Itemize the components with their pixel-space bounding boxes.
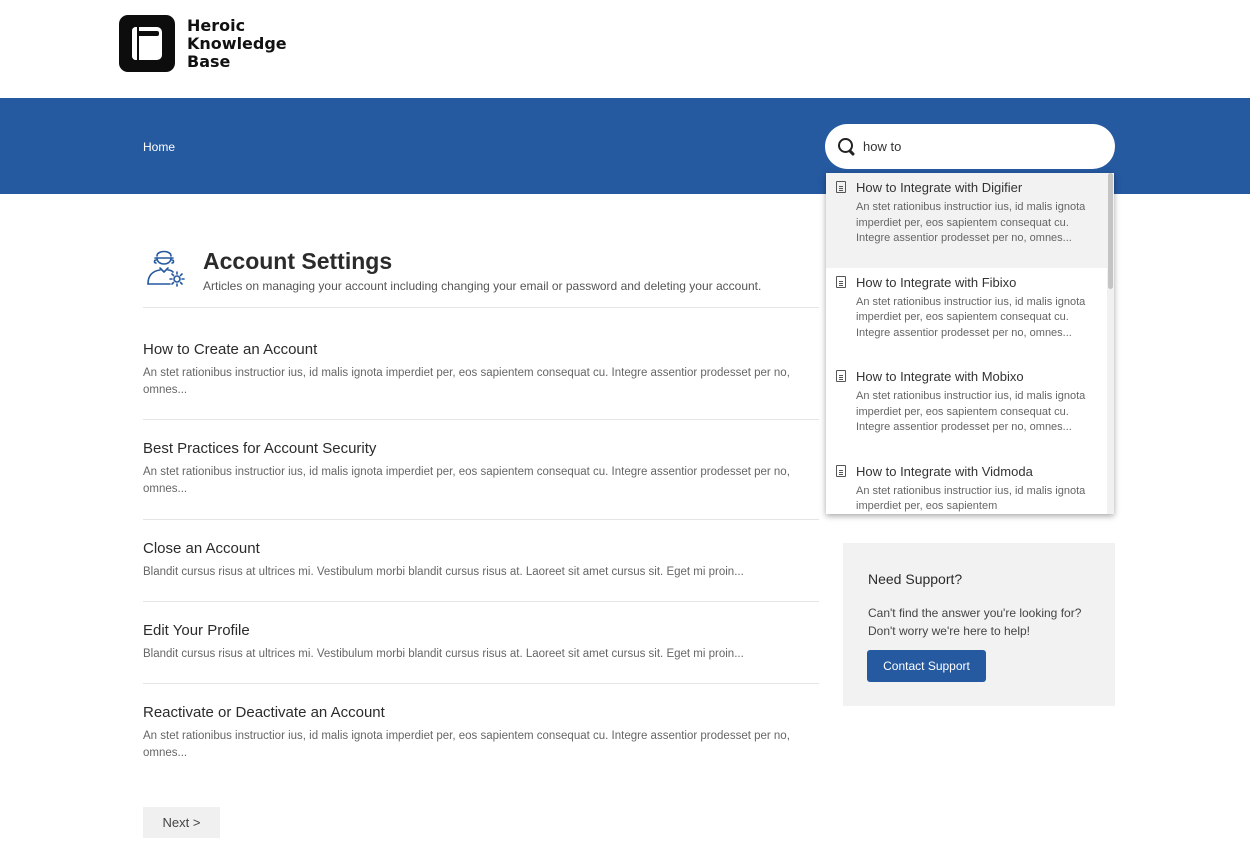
site-name <box>187 17 287 71</box>
search-result-excerpt: An stet rationibus instructior ius, id malis ignota imperdiet per, eos sapientem <box>856 484 1086 512</box>
article-excerpt: An stet rationibus instructior ius, id malis ignota imperdiet per, eos sapientem consequat cu. Integre assentior prodesset per no, omnes... <box>143 466 790 495</box>
site-logo[interactable] <box>119 15 287 72</box>
search-input[interactable] <box>863 139 1093 154</box>
support-text: Can't find the answer you're looking for? Don't worry we're here to help! <box>868 606 1082 638</box>
dropdown-scrollbar-thumb[interactable] <box>1108 173 1113 289</box>
support-title: Need Support? <box>868 571 963 587</box>
contact-support-button[interactable]: Contact Support <box>867 650 986 682</box>
document-icon <box>836 465 846 477</box>
search-result[interactable] <box>826 268 1114 363</box>
next-page-button[interactable]: Next > <box>143 807 220 838</box>
article-title-link[interactable]: Reactivate or Deactivate an Account <box>143 704 385 721</box>
article-item <box>143 704 819 762</box>
search-result-excerpt: An stet rationibus instructior ius, id malis ignota imperdiet per, eos sapientem consequat cu. Integre assentior prodesset per no, omnes... <box>856 295 1086 339</box>
search-result-title: How to Integrate with Digifier <box>856 180 1023 195</box>
dropdown-scrollbar[interactable] <box>1107 173 1114 514</box>
article-title-link[interactable]: Best Practices for Account Security <box>143 440 377 457</box>
article-excerpt: An stet rationibus instructior ius, id malis ignota imperdiet per, eos sapientem consequat cu. Integre assentior prodesset per no, omnes... <box>143 730 790 759</box>
divider <box>143 307 819 308</box>
category-description: Articles on managing your account including changing your email or password and deleting your account. <box>203 279 762 293</box>
article-title-link[interactable]: Close an Account <box>143 540 260 557</box>
book-icon <box>119 15 175 72</box>
document-icon <box>836 370 846 382</box>
article-excerpt: Blandit cursus risus at ultrices mi. Vestibulum morbi blandit cursus risus at. Laoreet sit amet cursus sit. Eget mi proin... <box>143 566 744 578</box>
search-result-title: How to Integrate with Mobixo <box>856 369 1024 384</box>
search-box <box>825 124 1115 169</box>
article-title-link[interactable]: How to Create an Account <box>143 341 318 358</box>
divider <box>143 419 819 420</box>
user-settings-icon <box>146 246 186 288</box>
search-result[interactable] <box>826 173 1114 268</box>
divider <box>143 601 819 602</box>
document-icon <box>836 276 846 288</box>
breadcrumb-home[interactable]: Home <box>143 140 176 154</box>
article-item <box>143 540 819 581</box>
article-title-link[interactable]: Edit Your Profile <box>143 622 250 639</box>
divider <box>143 683 819 684</box>
article-item <box>143 440 819 498</box>
search-result-title: How to Integrate with Vidmoda <box>856 463 1033 479</box>
search-result-title: How to Integrate with Fibixo <box>856 274 1017 290</box>
article-item <box>143 341 819 399</box>
search-result[interactable] <box>826 457 1114 515</box>
article-excerpt: An stet rationibus instructior ius, id malis ignota imperdiet per, eos sapientem consequat cu. Integre assentior prodesset per no, omnes... <box>143 367 790 396</box>
category-title: Account Settings <box>203 248 393 274</box>
search-result-excerpt: An stet rationibus instructior ius, id malis ignota imperdiet per, eos sapientem consequat cu. Integre assentior prodesset per no, omnes... <box>856 201 1086 244</box>
article-excerpt: Blandit cursus risus at ultrices mi. Vestibulum morbi blandit cursus risus at. Laoreet sit amet cursus sit. Eget mi proin... <box>143 648 744 660</box>
search-result[interactable] <box>826 362 1114 457</box>
divider <box>143 519 819 520</box>
site-name-line2: Knowledge <box>187 33 287 53</box>
site-name-line3: Base <box>187 51 231 71</box>
support-panel <box>843 543 1115 706</box>
document-icon <box>836 181 846 193</box>
search-results-dropdown <box>826 173 1114 514</box>
search-icon <box>837 137 857 157</box>
article-item <box>143 622 819 663</box>
site-name-line1: Heroic <box>187 15 246 35</box>
search-result-excerpt: An stet rationibus instructior ius, id malis ignota imperdiet per, eos sapientem consequat cu. Integre assentior prodesset per no, omnes... <box>856 390 1086 433</box>
